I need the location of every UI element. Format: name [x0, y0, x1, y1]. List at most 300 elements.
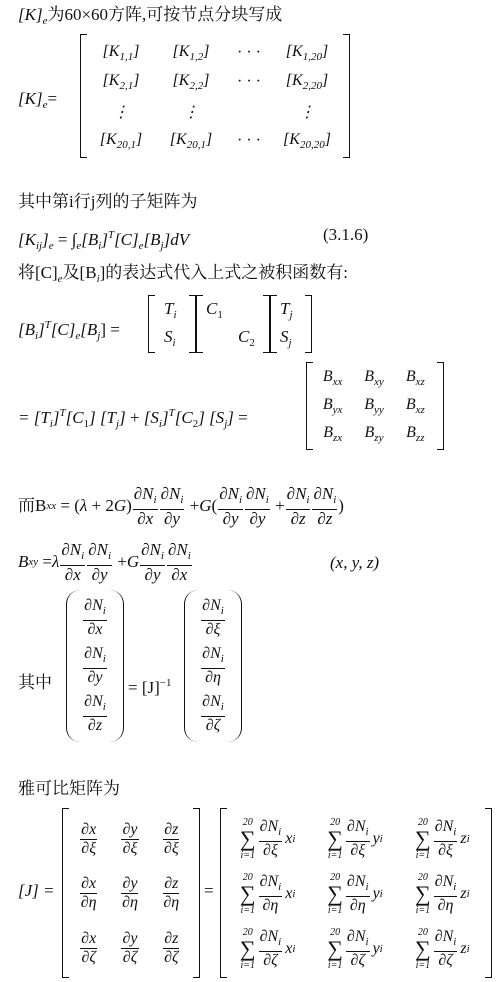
sigma-icon: ∑	[415, 880, 431, 906]
b-cell	[406, 424, 424, 444]
denominator: ∂η	[262, 896, 279, 914]
sum-bottom: i=1	[327, 959, 343, 971]
coord: y	[372, 884, 380, 902]
math-part: B	[364, 396, 374, 413]
math-part: ∂N	[84, 597, 103, 614]
kij-dv: ]dV	[163, 230, 190, 249]
tct-start: = [T	[18, 408, 50, 427]
sum-sign	[327, 872, 343, 916]
numerator	[83, 645, 107, 669]
sum-sign	[240, 817, 256, 861]
math-part: yy	[374, 404, 384, 416]
equation-number: (3.1.6)	[323, 225, 369, 244]
sigma-icon: ∑	[239, 880, 256, 906]
coord: z	[460, 830, 467, 848]
jacobian-cell	[162, 821, 181, 858]
coord-sub: i	[466, 942, 470, 955]
math-part: ⋮	[183, 103, 199, 121]
denominator: ∂ξ	[163, 839, 179, 857]
denominator: ∂z	[87, 717, 103, 734]
coord-sub: i	[292, 887, 296, 900]
sigma-icon: ∑	[239, 935, 256, 961]
sum-sign	[415, 817, 431, 861]
numerator	[434, 873, 458, 897]
denominator: ∂ζ	[205, 717, 221, 734]
fraction	[121, 930, 138, 967]
math-part: [K	[169, 131, 187, 149]
sum-cell	[327, 872, 383, 916]
sum-sign	[415, 872, 431, 916]
sum-sign	[327, 927, 343, 971]
kij-bi-sub: i	[98, 240, 102, 252]
fraction	[162, 875, 180, 912]
coord-sub: i	[466, 887, 470, 900]
math-part: ∂N	[259, 872, 279, 890]
math-part: ⋮	[113, 103, 129, 121]
math-part: xz	[415, 376, 425, 388]
sum-top: 20	[242, 926, 253, 938]
bcb-T: T	[44, 319, 51, 331]
denominator: ∂η	[349, 896, 366, 914]
numerator	[83, 597, 107, 621]
bcb-i: i	[35, 330, 39, 342]
math-part: ]	[324, 131, 331, 149]
math-part: ∂N	[202, 693, 221, 710]
sum-cell	[240, 817, 296, 861]
kij-sub: ij	[35, 240, 43, 252]
k-cell	[237, 132, 261, 150]
sum-cell	[240, 927, 296, 971]
tct-scs: = $[T_i]^T[C_1] [T_j] + [S_i]^T[C_2] [S_j]$ =	[18, 407, 248, 430]
math-part: ∂x	[81, 875, 97, 893]
math-part: · · ·	[237, 132, 261, 150]
intro-text: 为60×60方阵,可按节点分块写成	[47, 5, 283, 24]
math-part: zx	[332, 432, 343, 444]
math-part: ∂y	[122, 930, 138, 948]
coord-sub: i	[466, 833, 470, 846]
ke-sub: e	[42, 99, 48, 111]
sum-bottom: i=1	[240, 850, 256, 862]
math-part: ∂x	[81, 820, 97, 838]
fraction	[83, 645, 107, 687]
sigma-icon: ∑	[239, 826, 256, 852]
math-part: ∂N	[346, 927, 366, 945]
numerator	[201, 645, 225, 669]
math-part: i	[453, 935, 457, 948]
bcb-e: ] =	[100, 320, 120, 339]
fraction	[80, 821, 97, 858]
math-part: B	[364, 424, 375, 441]
math-part: xy	[374, 376, 384, 388]
math-part: 2,20	[302, 80, 322, 93]
math-part: ∂N	[202, 597, 221, 614]
jacobian-title: 雅可比矩阵为	[18, 779, 120, 798]
bxx-label: 而B	[18, 496, 47, 515]
math-part: 20,20	[299, 139, 325, 152]
denominator: ∂ξ	[122, 839, 138, 857]
denominator: ∂ζ	[122, 949, 138, 967]
k-cell	[103, 43, 140, 63]
kij-bj: [B	[143, 230, 161, 249]
math-part: i	[365, 935, 369, 948]
math-part: yx	[332, 404, 343, 416]
math-part: ∂N	[434, 872, 454, 890]
denominator: ∂η	[163, 894, 180, 912]
math-part: [K	[285, 72, 303, 90]
math-part: ∂z	[164, 875, 179, 893]
b-matrix	[312, 364, 436, 448]
xyz-cyclic: (x, y, z)	[330, 553, 380, 572]
jacobian-cell	[161, 875, 181, 912]
math-part: · · ·	[237, 43, 261, 61]
sum-bottom: i=1	[327, 850, 343, 862]
math-part: ∂y	[122, 875, 138, 893]
sum-top: 20	[330, 871, 341, 883]
b-cell	[365, 424, 384, 444]
sum-bottom: i=1	[415, 959, 431, 971]
fraction	[259, 928, 283, 970]
math-part: ∂N	[346, 872, 366, 890]
math-part: [K	[102, 42, 120, 60]
math-part: i	[365, 880, 369, 893]
sum-sign	[327, 817, 343, 861]
math-part: i	[102, 605, 106, 617]
math-part: [K	[172, 72, 190, 90]
numerator	[80, 875, 97, 894]
sum-top: 20	[330, 817, 341, 829]
math-part: ∂N	[202, 645, 221, 662]
integral-sign: = ∫	[57, 230, 77, 249]
math-part: ∂N	[434, 818, 454, 836]
k-cell	[100, 131, 142, 151]
math-part: i	[102, 653, 106, 665]
c1: $C_1$	[206, 299, 223, 321]
math-part: xz	[415, 404, 425, 416]
math-part: [K	[99, 131, 117, 149]
sigma-icon: ∑	[327, 880, 343, 906]
coord: x	[285, 939, 293, 957]
math-part: ∂N	[84, 645, 103, 662]
sum-bottom: i=1	[327, 904, 343, 916]
math-part: ∂x	[81, 930, 97, 948]
numerator	[121, 875, 138, 894]
math-part: ∂N	[434, 927, 454, 945]
k-cell	[299, 102, 315, 122]
math-part: · · ·	[237, 73, 261, 91]
dn-dgreek-vector	[190, 594, 236, 738]
math-part: ]	[321, 42, 329, 60]
sum-top: 20	[330, 926, 341, 938]
jacobian-matrix	[68, 812, 192, 976]
kij-close: ]	[42, 230, 49, 249]
ke-lhs	[18, 88, 57, 116]
sum-cell	[415, 817, 470, 861]
bcb-a: [B	[18, 320, 35, 339]
fraction	[434, 928, 458, 970]
math-part: ∂N	[84, 693, 103, 710]
bxx-equation: 而B xx = ( λ + 2 G ) $\frac{\partial N_i}{\partial x}$ $\frac{\partial N_i}{\partial y}$ + G ( $\frac{\partial N_i}{\partial y}$ $\frac{\partial N_i}{\partial y}$ + $\frac{\partial N_i}{\partial z}$ $\frac{\partial N_i}{\partial z}$ )	[18, 483, 344, 528]
math-part: ∂N	[259, 818, 279, 836]
math-part: B	[322, 368, 333, 385]
jacobian-cell	[120, 930, 139, 967]
math-part: i	[453, 826, 457, 839]
math-part: i	[220, 605, 224, 617]
math-part: ∂N	[346, 818, 366, 836]
fraction	[346, 928, 370, 970]
kij-bj-sub: j	[160, 240, 164, 252]
kij-c: [C]	[114, 230, 139, 249]
math-part: [K	[283, 131, 300, 149]
math-part: B	[323, 424, 333, 441]
math-part: 20,1	[186, 139, 206, 152]
numerator	[434, 928, 458, 952]
denominator: ∂ζ	[350, 951, 365, 969]
sum-cell	[415, 927, 470, 971]
tj: $T_j$	[280, 299, 293, 321]
numerator	[259, 928, 283, 952]
integral-sub: e	[76, 240, 82, 252]
math-part: ∂z	[164, 820, 179, 838]
sum-top: 20	[417, 926, 428, 938]
intro-line	[18, 4, 282, 32]
denominator: ∂ξ	[263, 842, 278, 860]
sum-matrix	[224, 812, 486, 976]
sj: $S_j$	[280, 327, 292, 349]
k-cell	[113, 102, 129, 122]
k-cell	[237, 44, 261, 62]
fraction	[83, 693, 107, 735]
k-cell	[103, 72, 140, 92]
coord-sub: i	[379, 887, 383, 900]
sum-cell	[327, 817, 383, 861]
kij-bi-close: ]	[101, 230, 108, 249]
j-lhs: [J] =	[18, 881, 55, 900]
math-part: ]	[203, 72, 210, 90]
math-part: ∂N	[259, 927, 279, 945]
sum-bottom: i=1	[415, 850, 431, 862]
sum-top: 20	[417, 871, 428, 883]
k-cell	[173, 72, 210, 92]
bcb-j: j	[97, 330, 101, 342]
kij-equation	[18, 224, 369, 257]
numerator	[201, 693, 225, 717]
jinv-operator: = $[J]^{-1}$	[128, 677, 172, 697]
math-part: i	[365, 826, 369, 839]
fraction	[434, 818, 458, 860]
k-cell	[173, 43, 210, 63]
math-part: B	[405, 396, 416, 413]
ke-eq: =	[47, 89, 58, 108]
k-cell	[170, 131, 212, 151]
dn-dxyz-vector	[72, 594, 118, 738]
kij-transpose: T	[107, 229, 115, 241]
b-cell	[406, 396, 425, 416]
denominator: ∂η	[437, 896, 454, 914]
ke-label: [K]	[18, 89, 43, 108]
math-part: ]	[135, 131, 143, 149]
numerator	[346, 873, 370, 897]
denominator: ∂η	[80, 894, 97, 912]
ti: $T_i$	[164, 299, 177, 321]
numerator	[346, 818, 370, 842]
coord-sub: i	[292, 942, 296, 955]
math-part: i	[220, 653, 224, 665]
fraction	[121, 875, 139, 912]
numerator	[346, 928, 370, 952]
math-part: 1,2	[189, 50, 204, 63]
sum-top: 20	[417, 817, 428, 829]
math-part: i	[278, 880, 282, 893]
sigma-icon: ∑	[327, 826, 343, 852]
sum-bottom: i=1	[240, 959, 256, 971]
math-part: B	[405, 368, 416, 385]
math-part: 2,1	[119, 80, 134, 93]
math-part: ]	[205, 131, 213, 149]
fraction	[80, 875, 98, 912]
coord: x	[285, 884, 293, 902]
numerator	[163, 821, 179, 840]
sum-top: 20	[242, 871, 253, 883]
fraction	[163, 821, 180, 858]
math-part: i	[278, 935, 282, 948]
sum-cell	[327, 927, 383, 971]
k-cell	[286, 72, 328, 92]
qizhong-label: 其中	[18, 673, 52, 692]
sum-cell	[240, 872, 296, 916]
sum-bottom: i=1	[415, 904, 431, 916]
coord: z	[460, 884, 467, 902]
math-part: i	[453, 880, 457, 893]
si: $S_i$	[164, 327, 176, 349]
denominator: ∂ξ	[438, 842, 453, 860]
substitute-line	[18, 262, 348, 290]
jacobian-cell	[162, 930, 180, 967]
k-cell	[286, 43, 328, 63]
jacobian-cell	[120, 875, 140, 912]
sigma-icon: ∑	[415, 935, 431, 961]
fraction	[201, 645, 225, 687]
c2: $C_2$	[238, 327, 255, 349]
fraction	[121, 821, 138, 858]
numerator	[259, 873, 283, 897]
k-cell	[183, 102, 199, 122]
fraction	[201, 597, 225, 639]
lambda: λ	[79, 496, 88, 515]
math-part: ⋮	[299, 103, 315, 121]
fraction	[201, 693, 225, 735]
coord: y	[372, 830, 380, 848]
b-cell	[323, 396, 343, 416]
jacobian-cell	[79, 930, 98, 967]
denominator: ∂ξ	[350, 842, 366, 860]
coord-sub: i	[379, 833, 383, 846]
numerator	[80, 821, 97, 840]
kij-k: [K	[18, 230, 36, 249]
math-part: ]	[133, 72, 140, 90]
fraction	[259, 873, 283, 915]
j-equals: =	[204, 881, 214, 900]
math-part: 2,2	[189, 80, 204, 93]
math-part: i	[102, 701, 106, 713]
math-part: B	[406, 424, 416, 441]
fraction	[163, 930, 179, 967]
fraction	[346, 818, 370, 860]
bcb-d: [B	[80, 320, 98, 339]
jacobian-cell	[120, 821, 139, 858]
bxx-sub: xx	[46, 500, 57, 512]
b-cell	[323, 368, 343, 388]
sum-bottom: i=1	[240, 904, 256, 916]
fraction	[83, 597, 107, 639]
numerator	[83, 693, 107, 717]
math-part: i	[278, 826, 282, 839]
math-part: ]	[321, 72, 329, 90]
fraction	[80, 930, 97, 967]
k-cell	[237, 73, 261, 91]
math-part: ∂z	[164, 930, 179, 948]
k-cell	[283, 131, 331, 151]
math-part: xx	[332, 376, 343, 388]
denominator: ∂ζ	[438, 951, 453, 969]
denominator: ∂x	[87, 621, 103, 638]
bxy-equation: B xy = λ $\frac{\partial N_i}{\partial x}$ $\frac{\partial N_i}{\partial y}$ + G $\frac{\partial N_i}{\partial y}$ $\frac{\partial N_i}{\partial x}$	[18, 539, 191, 584]
coord: y	[372, 939, 380, 957]
sigma-icon: ∑	[415, 826, 431, 852]
coord: z	[460, 939, 467, 957]
numerator	[259, 818, 283, 842]
math-part: [K	[285, 42, 303, 60]
bxy-label: B	[18, 552, 29, 571]
b-cell	[364, 368, 384, 388]
sum-cell	[415, 872, 470, 916]
b-cell	[364, 396, 384, 416]
math-part: i	[220, 701, 224, 713]
numerator	[434, 818, 458, 842]
numerator	[163, 875, 179, 894]
denominator: ∂ζ	[81, 949, 96, 967]
denominator: ∂η	[122, 894, 138, 912]
coord: x	[285, 830, 293, 848]
bcb-c: [C]	[50, 320, 76, 339]
denominator: ∂ζ	[263, 951, 278, 969]
kij-bi: [B	[81, 230, 99, 249]
fraction	[346, 873, 370, 915]
kij-c-sub: e	[138, 240, 144, 252]
bcb-lhs	[18, 314, 120, 347]
sum-sign	[415, 927, 431, 971]
coord-sub: i	[292, 833, 296, 846]
b-cell	[323, 424, 342, 444]
math-part: 20,1	[116, 139, 136, 152]
sum-sign	[240, 927, 256, 971]
k-symbol: [K]	[18, 5, 43, 24]
coord-sub: i	[379, 942, 383, 955]
numerator	[121, 821, 138, 840]
math-part: ]	[133, 42, 140, 60]
subst-bi: i	[96, 273, 100, 285]
denominator: ∂ξ	[205, 621, 221, 638]
subst-b: 及[B	[62, 263, 97, 282]
math-part: B	[364, 368, 374, 385]
fraction	[434, 873, 458, 915]
denominator: ∂ξ	[81, 839, 97, 857]
submatrix-line: 其中第i行j列的子矩阵为	[18, 192, 198, 211]
sigma-icon: ∑	[327, 935, 343, 961]
numerator	[201, 597, 225, 621]
subst-c: ]的表达式代入上式之被积函数有:	[99, 263, 349, 282]
math-part: ∂y	[122, 820, 138, 838]
denominator: ∂ζ	[164, 949, 179, 967]
